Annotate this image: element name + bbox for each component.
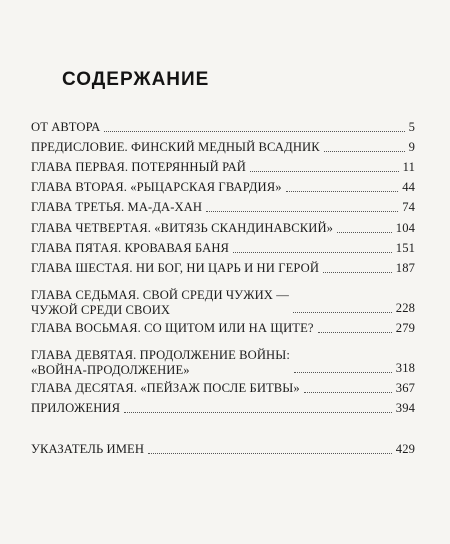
dot-leader	[206, 211, 398, 212]
table-of-contents	[31, 117, 415, 459]
toc-entry-label: ГЛАВА ДЕСЯТАЯ. «ПЕЙЗАЖ ПОСЛЕ БИТВЫ»	[31, 381, 300, 396]
toc-entry-page: 187	[395, 260, 415, 275]
page-title: СОДЕРЖАНИЕ	[62, 69, 210, 90]
toc-entry-label: ГЛАВА ТРЕТЬЯ. МА-ДА-ХАН	[31, 200, 203, 215]
toc-entry-page: 5	[408, 120, 415, 135]
dot-leader	[337, 232, 392, 233]
dot-leader	[294, 372, 392, 373]
toc-entry[interactable]	[31, 157, 415, 177]
toc-entry[interactable]	[31, 197, 415, 217]
bleed-through-text	[290, 8, 450, 20]
toc-entry-page: 44	[402, 180, 415, 195]
toc-entry-page: 151	[395, 240, 415, 255]
dot-leader	[293, 312, 392, 313]
toc-entry-label: ГЛАВА СЕДЬМАЯ. СВОЙ СРЕДИ ЧУЖИХ — ЧУЖОЙ СРЕДИ СВОИХ	[31, 287, 289, 317]
toc-entry-page: 228	[395, 300, 415, 315]
toc-entry-page: 394	[395, 401, 415, 416]
toc-entry[interactable]	[31, 398, 415, 418]
toc-entry[interactable]	[31, 318, 415, 338]
toc-entry[interactable]	[31, 438, 415, 458]
toc-entry[interactable]	[31, 137, 415, 157]
toc-entry-label: ГЛАВА ШЕСТАЯ. НИ БОГ, НИ ЦАРЬ И НИ ГЕРОЙ	[31, 260, 320, 275]
toc-entry-label: ОТ АВТОРА	[31, 120, 101, 135]
toc-entry-label: ГЛАВА ЧЕТВЕРТАЯ. «ВИТЯЗЬ СКАНДИНАВСКИЙ»	[31, 220, 334, 235]
toc-entry-label: ГЛАВА ДЕВЯТАЯ. ПРОДОЛЖЕНИЕ ВОЙНЫ: «ВОЙНА-ПРОДОЛЖЕНИЕ»	[31, 348, 290, 378]
dot-leader	[104, 131, 404, 132]
toc-entry-label: ГЛАВА ВОСЬМАЯ. СО ЩИТОМ ИЛИ НА ЩИТЕ?	[31, 321, 314, 336]
toc-entry-label: УКАЗАТЕЛЬ ИМЕН	[31, 441, 145, 456]
dot-leader	[304, 392, 392, 393]
toc-entry-page: 367	[395, 381, 415, 396]
toc-entry-page: 318	[395, 361, 415, 376]
dot-leader	[324, 151, 405, 152]
toc-entry-label: ПРИЛОЖЕНИЯ	[31, 401, 121, 416]
dot-leader	[148, 453, 392, 454]
dot-leader	[124, 412, 392, 413]
toc-entry-page: 104	[395, 220, 415, 235]
dot-leader	[286, 191, 399, 192]
toc-entry-page: 429	[395, 441, 415, 456]
toc-entry-page: 11	[402, 160, 415, 175]
toc-entry-page: 279	[395, 321, 415, 336]
toc-entry-page: 9	[408, 140, 415, 155]
toc-entry-label: ГЛАВА ВТОРАЯ. «РЫЦАРСКАЯ ГВАРДИЯ»	[31, 180, 282, 195]
toc-entry[interactable]	[31, 378, 415, 398]
toc-entry[interactable]	[31, 278, 415, 318]
dot-leader	[250, 171, 399, 172]
toc-entry-label: ПРЕДИСЛОВИЕ. ФИНСКИЙ МЕДНЫЙ ВСАДНИК	[31, 140, 320, 155]
toc-entry[interactable]	[31, 258, 415, 278]
toc-entry-label: ГЛАВА ПЯТАЯ. КРОВАВАЯ БАНЯ	[31, 240, 230, 255]
toc-entry[interactable]	[31, 238, 415, 258]
dot-leader	[323, 272, 392, 273]
toc-entry[interactable]	[31, 217, 415, 237]
dot-leader	[318, 332, 392, 333]
toc-entry-label: ГЛАВА ПЕРВАЯ. ПОТЕРЯННЫЙ РАЙ	[31, 160, 246, 175]
toc-entry-page: 74	[402, 200, 415, 215]
dot-leader	[233, 252, 392, 253]
toc-entry[interactable]	[31, 117, 415, 137]
toc-entry[interactable]	[31, 338, 415, 378]
toc-entry[interactable]	[31, 177, 415, 197]
